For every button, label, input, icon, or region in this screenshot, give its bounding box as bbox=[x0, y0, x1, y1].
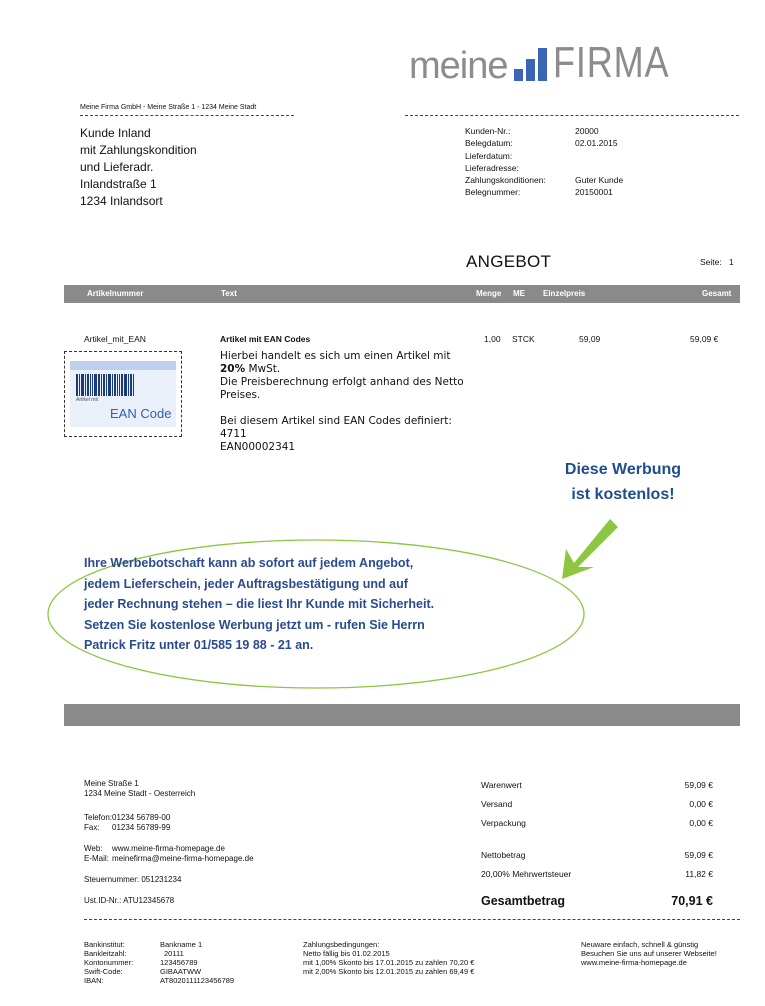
description-line bbox=[220, 363, 490, 376]
page-value: 1 bbox=[728, 257, 734, 267]
bank-label: Swift-Code: bbox=[84, 967, 123, 976]
meta-label: Belegnummer: bbox=[465, 187, 521, 198]
column-header-text: Text bbox=[221, 289, 237, 298]
terms-line: Zahlungsbedingungen: bbox=[303, 940, 380, 949]
barcode-icon bbox=[76, 374, 142, 396]
vat-rate: 20% bbox=[220, 363, 246, 375]
address-line: mit Zahlungskondition bbox=[80, 143, 197, 157]
total-label: Verpackung bbox=[481, 818, 526, 828]
web-link[interactable]: www.meine-firma-homepage.de bbox=[112, 844, 225, 853]
meta-value: Guter Kunde bbox=[575, 175, 624, 186]
recipient-address bbox=[80, 125, 197, 210]
bank-value: 123456789 bbox=[160, 958, 198, 967]
terms-line: mit 1,00% Skonto bis 17.01.2015 zu zahlen 70,20 € bbox=[303, 958, 475, 967]
bank-label: IBAN: bbox=[84, 976, 104, 985]
ean-caption: EAN Code bbox=[110, 406, 172, 421]
bank-value: Bankname 1 bbox=[160, 940, 203, 949]
grand-total-value: 70,91 € bbox=[671, 894, 713, 908]
address-line: und Lieferadr. bbox=[80, 160, 154, 174]
footer-promo bbox=[581, 940, 717, 967]
web-label: Web: bbox=[84, 844, 103, 853]
promo-message bbox=[84, 553, 554, 656]
terms-line: mit 2,00% Skonto bis 12.01.2015 zu zahlen 69,49 € bbox=[303, 967, 475, 976]
total-label: Warenwert bbox=[481, 780, 522, 790]
terms-line: Netto fällig bis 01.02.2015 bbox=[303, 949, 390, 958]
column-header-qty: Menge bbox=[476, 289, 502, 298]
item-description bbox=[220, 350, 490, 454]
meta-label: Lieferadresse: bbox=[465, 162, 519, 173]
item-price: 59,09 bbox=[579, 334, 601, 344]
document-meta bbox=[465, 125, 623, 199]
address-line: Inlandstraße 1 bbox=[80, 177, 157, 191]
company-address: 1234 Meine Stadt - Oesterreich bbox=[84, 789, 196, 798]
column-header-total: Gesamt bbox=[702, 289, 732, 298]
footer-promo-link[interactable]: www.meine-firma-homepage.de bbox=[581, 958, 687, 967]
email-label: E-Mail: bbox=[84, 854, 109, 863]
company-contact bbox=[84, 779, 254, 906]
bank-value: 20111 bbox=[164, 949, 184, 958]
total-label: Nettobetrag bbox=[481, 850, 526, 860]
ean-image bbox=[64, 351, 182, 437]
promo-line: Patrick Fritz unter 01/585 19 88 - 21 an. bbox=[84, 638, 314, 652]
column-header-price: Einzelpreis bbox=[543, 289, 586, 298]
total-value: 59,09 € bbox=[684, 850, 713, 860]
total-label: 20,00% Mehrwertsteuer bbox=[481, 869, 572, 879]
meta-value: 20150001 bbox=[575, 187, 613, 198]
promo-headline bbox=[543, 457, 703, 507]
meta-value: 02.01.2015 bbox=[575, 138, 618, 149]
column-header-item: Artikelnummer bbox=[87, 289, 144, 298]
column-header-unit: ME bbox=[513, 289, 525, 298]
description-line: Bei diesem Artikel sind EAN Codes definiert: bbox=[220, 415, 452, 427]
promo-line: Setzen Sie kostenlose Werbung jetzt um - rufen Sie Herrn bbox=[84, 617, 425, 632]
divider bbox=[84, 919, 740, 920]
bank-label: Bankleitzahl: bbox=[84, 949, 127, 958]
page-number bbox=[700, 257, 734, 267]
bank-value: AT8020111123456789 bbox=[160, 976, 235, 985]
payment-terms bbox=[303, 940, 474, 976]
promo-line: jedem Lieferschein, jeder Auftragsbestätigung und auf bbox=[84, 576, 408, 591]
meta-label: Kunden-Nr.: bbox=[465, 126, 511, 136]
description-line: 4711 bbox=[220, 428, 247, 440]
description-line: Preises. bbox=[220, 389, 261, 401]
logo-bars-icon bbox=[514, 41, 547, 85]
promo-headline-line: ist kostenlos! bbox=[571, 486, 675, 503]
document-title: ANGEBOT bbox=[466, 252, 552, 271]
description-fragment: MwSt. bbox=[245, 363, 281, 375]
ean-small-label: Artikel mit bbox=[76, 397, 98, 403]
separator-band bbox=[64, 704, 740, 726]
description-line: Hierbei handelt es sich um einen Artikel mit bbox=[220, 350, 451, 362]
promo-headline-line: Diese Werbung bbox=[564, 461, 682, 478]
item-number: Artikel_mit_EAN bbox=[84, 334, 146, 344]
fax-label: Fax: bbox=[84, 823, 100, 832]
logo-text-meine: meine bbox=[409, 45, 508, 87]
table-header bbox=[64, 285, 740, 303]
address-line: Kunde Inland bbox=[80, 126, 151, 140]
tax-number: Steuernummer: 051231234 bbox=[84, 875, 182, 884]
divider bbox=[405, 115, 739, 116]
description-line: EAN00002341 bbox=[220, 441, 296, 453]
bank-label: Kontonummer: bbox=[84, 958, 134, 967]
divider bbox=[80, 115, 294, 116]
meta-value: 20000 bbox=[575, 126, 599, 136]
bank-label: Bankinstitut: bbox=[84, 940, 125, 949]
meta-label: Belegdatum: bbox=[465, 138, 513, 149]
promo-line: jeder Rechnung stehen – die liest Ihr Kunde mit Sicherheit. bbox=[84, 597, 435, 611]
total-value: 0,00 € bbox=[689, 818, 713, 828]
total-value: 0,00 € bbox=[689, 799, 713, 809]
total-value: 11,82 € bbox=[685, 869, 713, 879]
meta-label: Lieferdatum: bbox=[465, 150, 513, 161]
meta-label: Zahlungskonditionen: bbox=[465, 175, 546, 186]
bank-value: GIBAATWW bbox=[160, 967, 202, 976]
email-link[interactable]: meinefirma@meine-firma-homepage.de bbox=[112, 854, 254, 863]
phone-value: 01234 56789-00 bbox=[112, 813, 171, 822]
sender-line: Meine Firma GmbH - Meine Straße 1 - 1234 Meine Stadt bbox=[80, 104, 257, 111]
logo-text-firma: FIRMA bbox=[552, 38, 669, 87]
company-logo bbox=[409, 35, 694, 85]
item-qty: 1,00 bbox=[484, 334, 501, 344]
description-line: Die Preisberechnung erfolgt anhand des Netto bbox=[220, 376, 464, 388]
promo-line: Ihre Werbebotschaft kann ab sofort auf jedem Angebot, bbox=[84, 556, 414, 570]
vat-id: Ust.ID-Nr.: ATU12345678 bbox=[84, 896, 175, 905]
item-total: 59,09 € bbox=[690, 334, 719, 344]
item-unit: STCK bbox=[512, 334, 535, 344]
fax-value: 01234 56789-99 bbox=[112, 823, 171, 832]
footer-promo-line: Neuware einfach, schnell & günstig bbox=[581, 940, 699, 949]
company-address: Meine Straße 1 bbox=[84, 779, 139, 788]
page-label: Seite: bbox=[700, 257, 722, 267]
footer-promo-line: Besuchen Sie uns auf unserer Webseite! bbox=[581, 949, 717, 958]
phone-label: Telefon: bbox=[84, 813, 113, 822]
bank-details bbox=[84, 940, 234, 985]
item-title: Artikel mit EAN Codes bbox=[220, 334, 311, 344]
grand-total-label: Gesamtbetrag bbox=[481, 894, 566, 908]
address-line: 1234 Inlandsort bbox=[80, 194, 163, 208]
total-label: Versand bbox=[481, 799, 513, 809]
total-value: 59,09 € bbox=[684, 780, 713, 790]
